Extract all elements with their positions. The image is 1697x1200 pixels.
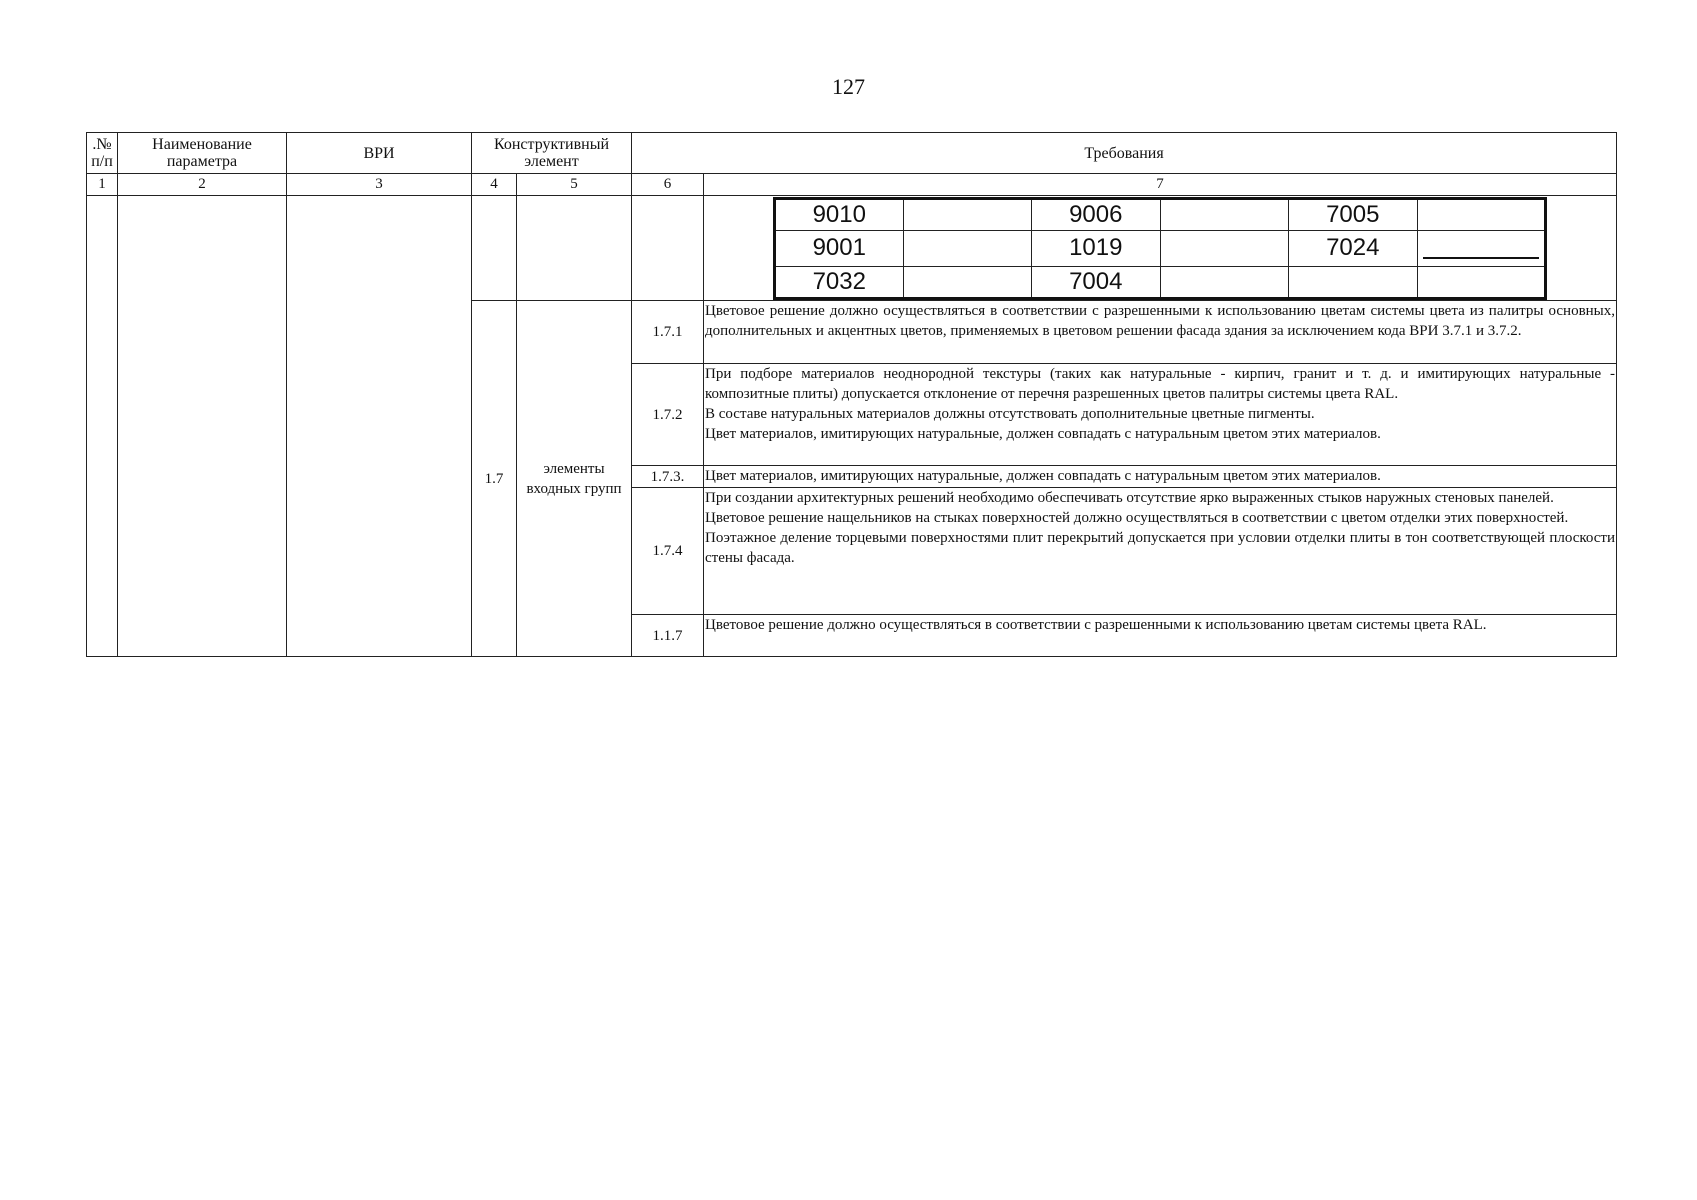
header-vri: ВРИ xyxy=(287,133,472,174)
header-requirements: Требования xyxy=(632,133,1617,174)
requirement-paragraph: Цветовое решение должно осуществляться в соответствии с разрешенными к использованию цветам системы цвета RAL. xyxy=(705,617,1487,633)
requirement-text xyxy=(704,364,1617,466)
requirement-paragraph: Цветовое решение нащельников на стыках поверхностей должно осуществляться в соответствии с цветом отделки этих поверхностей. xyxy=(705,510,1569,526)
requirements-table xyxy=(86,132,1617,657)
column-numbers-row xyxy=(87,174,1617,196)
column-number: 6 xyxy=(632,174,704,196)
requirement-paragraph: Цвет материалов, имитирующих натуральные, должен совпадать с натуральным цветом этих материалов. xyxy=(705,468,1381,484)
color-swatch-cell xyxy=(1160,198,1289,230)
color-code: 1019 xyxy=(1032,230,1161,266)
requirement-text xyxy=(704,301,1617,364)
empty-cell xyxy=(472,196,517,301)
color-code: 7005 xyxy=(1289,198,1418,230)
empty-cell xyxy=(632,196,704,301)
requirement-paragraph: Поэтажное деление торцевыми поверхностями плит перекрытий допускается при условии отделки плиты в тон соответствующей плоскости стены фасада. xyxy=(705,530,1616,566)
requirement-paragraph: При создании архитектурных решений необходимо обеспечивать отсутствие ярко выраженных стыков наружных стеновых панелей. xyxy=(705,490,1554,506)
color-swatch-cell xyxy=(903,266,1032,298)
requirement-code: 1.7.4 xyxy=(632,488,704,615)
header-row xyxy=(87,133,1617,174)
requirement-text xyxy=(704,488,1617,615)
color-swatch-cell xyxy=(1160,266,1289,298)
header-structural-element: Конструктивный элемент xyxy=(472,133,632,174)
ral-color-codes-table xyxy=(773,197,1547,300)
column-number: 7 xyxy=(704,174,1617,196)
empty-parameter-cell xyxy=(118,196,287,657)
requirement-paragraph: В составе натуральных материалов должны отсутствовать дополнительные цветные пигменты. xyxy=(705,406,1315,422)
color-swatch-cell xyxy=(1160,230,1289,266)
column-number: 5 xyxy=(517,174,632,196)
color-swatch-cell xyxy=(903,230,1032,266)
requirement-paragraph: При подборе материалов неоднородной текстуры (таких как натуральные - кирпич, гранит и т. д. и имитирующих натуральные - композитные плиты) допускается отклонение от перечня разрешенных цветов палитры системы цвета RAL. xyxy=(705,366,1616,402)
color-code: 9010 xyxy=(775,198,904,230)
empty-number-cell xyxy=(87,196,118,657)
color-code xyxy=(1289,266,1418,298)
color-code: 9001 xyxy=(775,230,904,266)
color-swatch-cell xyxy=(1417,230,1546,266)
color-code: 7024 xyxy=(1289,230,1418,266)
column-number: 4 xyxy=(472,174,517,196)
empty-cell xyxy=(517,196,632,301)
color-code: 7004 xyxy=(1032,266,1161,298)
element-number: 1.7 xyxy=(472,301,517,657)
color-swatch-cell xyxy=(1417,198,1546,230)
requirement-code: 1.7.3. xyxy=(632,466,704,488)
color-code: 9006 xyxy=(1032,198,1161,230)
requirement-paragraph: Цвет материалов, имитирующих натуральные, должен совпадать с натуральным цветом этих материалов. xyxy=(705,426,1381,442)
empty-vri-cell xyxy=(287,196,472,657)
color-swatch-cell xyxy=(903,198,1032,230)
color-codes-row xyxy=(87,196,1617,301)
column-number: 3 xyxy=(287,174,472,196)
color-swatch-cell xyxy=(1417,266,1546,298)
color-codes-table-row xyxy=(775,198,1546,230)
column-number: 1 xyxy=(87,174,118,196)
requirement-paragraph: Цветовое решение должно осуществляться в соответствии с разрешенными к использованию цветам системы цвета из палитры основных, дополнительных и акцентных цветов, применяемых в цветовом решении фасада здания за исключением кода ВРИ 3.7.1 и 3.7.2. xyxy=(705,303,1616,339)
header-number: .№ п/п xyxy=(87,133,118,174)
page-number: 127 xyxy=(832,74,865,99)
requirement-code: 1.7.2 xyxy=(632,364,704,466)
color-codes-table-row xyxy=(775,266,1546,298)
color-code: 7032 xyxy=(775,266,904,298)
requirement-code: 1.7.1 xyxy=(632,301,704,364)
requirement-code: 1.1.7 xyxy=(632,615,704,657)
column-number: 2 xyxy=(118,174,287,196)
requirement-text xyxy=(704,615,1617,657)
blank-fill-line xyxy=(1423,231,1539,259)
header-parameter-name: Наименование параметра xyxy=(118,133,287,174)
element-name: элементы входных групп xyxy=(517,301,632,657)
requirement-text xyxy=(704,466,1617,488)
color-codes-cell xyxy=(704,196,1617,301)
color-codes-table-row xyxy=(775,230,1546,266)
